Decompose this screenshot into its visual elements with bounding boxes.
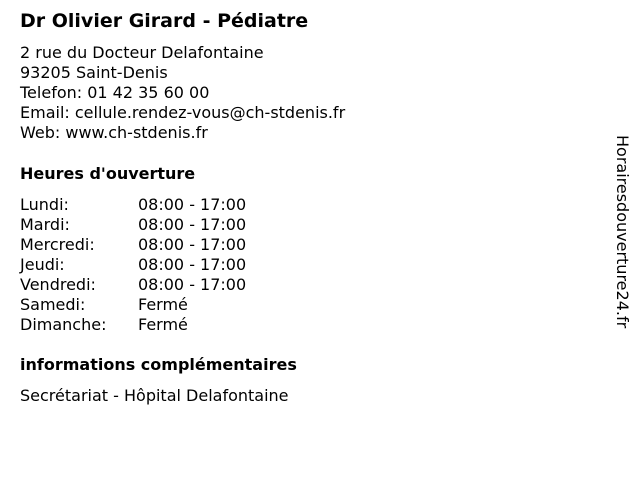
listing-card	[20, 8, 600, 406]
hours-row-jeudi	[20, 255, 600, 275]
hours-row-mardi	[20, 215, 600, 235]
day-label: Dimanche:	[20, 315, 107, 334]
day-label: Vendredi:	[20, 275, 96, 294]
info-text: Secrétariat - Hôpital Delafontaine	[20, 386, 289, 405]
hours-row-vendredi	[20, 275, 600, 295]
info-heading: informations complémentaires	[20, 355, 297, 374]
day-label: Samedi:	[20, 295, 86, 314]
hours-row-lundi	[20, 195, 600, 215]
site-watermark: Horairesdouverture24.fr	[613, 135, 632, 329]
street-address: 2 rue du Docteur Delafontaine	[20, 43, 264, 62]
day-label: Mercredi:	[20, 235, 95, 254]
time-value: 08:00 - 17:00	[138, 195, 247, 214]
time-value: Fermé	[138, 315, 188, 334]
time-value: 08:00 - 17:00	[138, 235, 247, 254]
hours-row-mercredi	[20, 235, 600, 255]
time-value: 08:00 - 17:00	[138, 215, 247, 234]
phone-line: Telefon: 01 42 35 60 00	[20, 83, 210, 102]
web-line: Web: www.ch-stdenis.fr	[20, 123, 208, 142]
day-label: Jeudi:	[20, 255, 65, 274]
hours-table	[20, 195, 600, 335]
page-title: Dr Olivier Girard - Pédiatre	[20, 10, 309, 32]
city-line: 93205 Saint-Denis	[20, 63, 168, 82]
time-value: 08:00 - 17:00	[138, 255, 247, 274]
time-value: 08:00 - 17:00	[138, 275, 247, 294]
address-block	[20, 43, 600, 143]
hours-heading: Heures d'ouverture	[20, 164, 196, 183]
day-label: Mardi:	[20, 215, 70, 234]
hours-row-dimanche	[20, 315, 600, 335]
email-line: Email: cellule.rendez-vous@ch-stdenis.fr	[20, 103, 346, 122]
time-value: Fermé	[138, 295, 188, 314]
hours-row-samedi	[20, 295, 600, 315]
day-label: Lundi:	[20, 195, 69, 214]
